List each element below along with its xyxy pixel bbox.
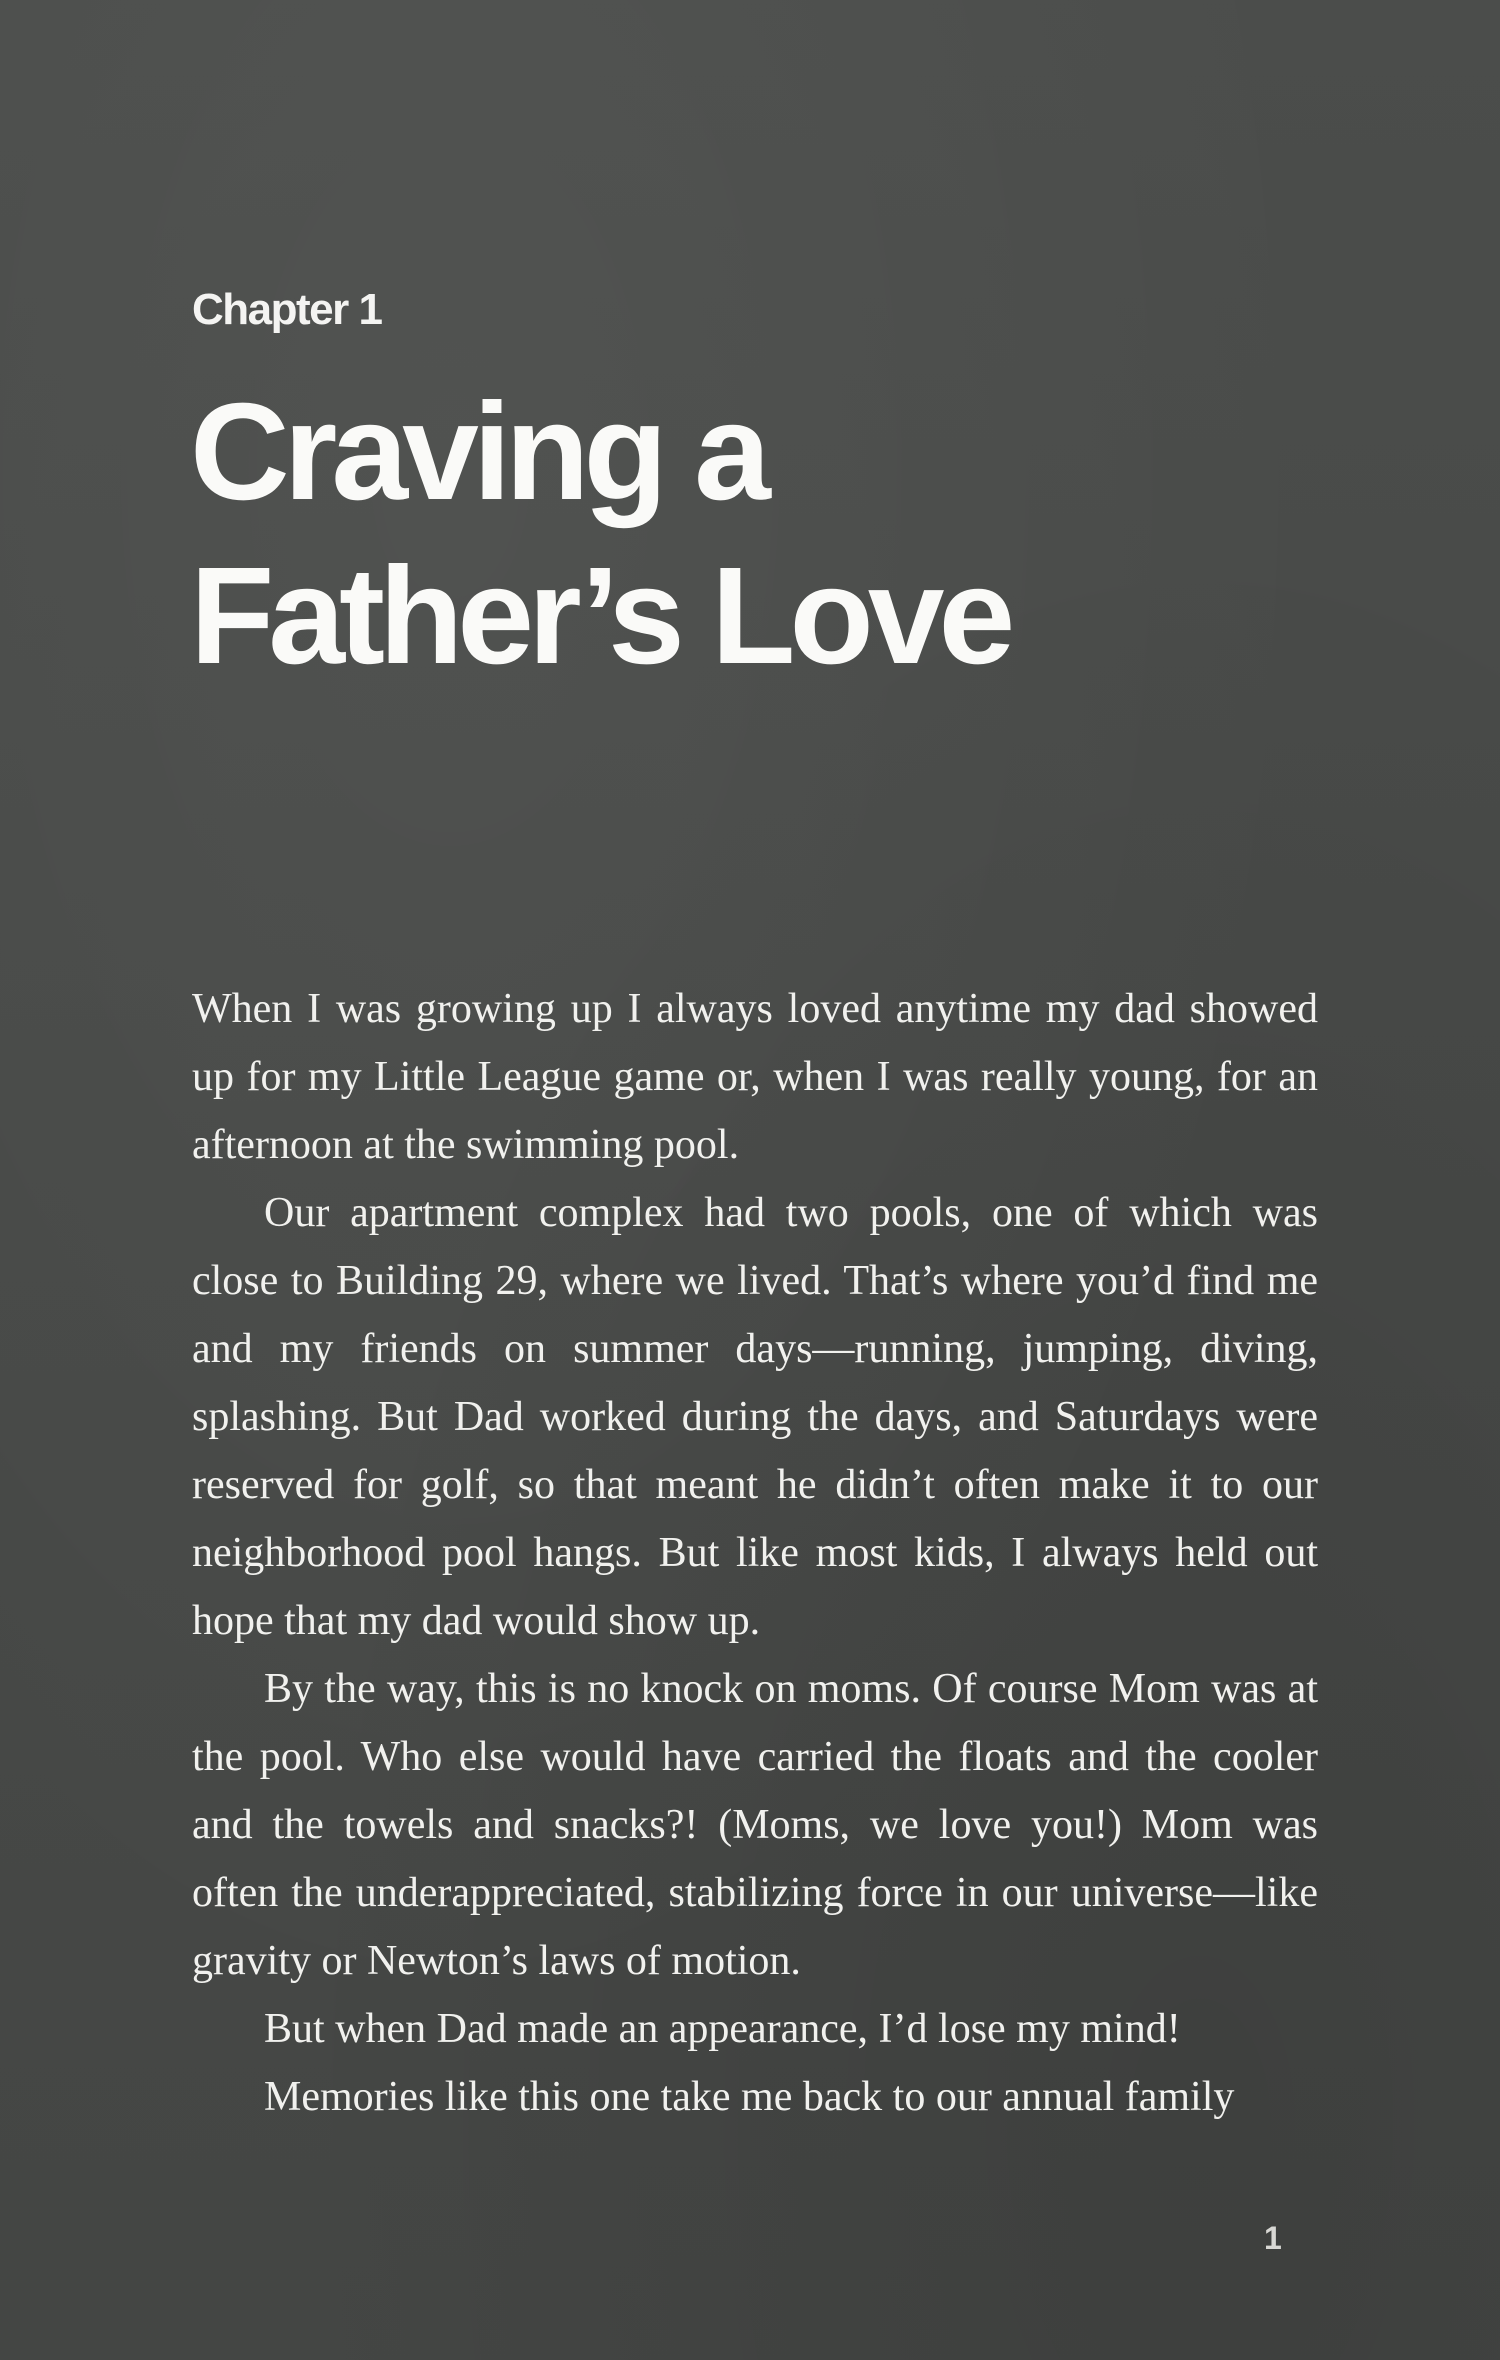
- chapter-title-line-2: Father’s Love: [190, 539, 1010, 693]
- paragraph-2: Our apartment complex had two pools, one of which was close to Building 29, where we lived. That’s where you’d find me and my friends on summer days—running, jumping, diving, splashing. But Dad worked during the days, and Saturdays were reserved for golf, so that meant he didn’t often make it to our neighborhood pool hangs. But like most kids, I always held out hope that my dad would show up.: [192, 1190, 1318, 1644]
- page-number: 1: [1264, 2220, 1282, 2256]
- paragraph-5: Memories like this one take me back to our annual family: [264, 2074, 1235, 2120]
- chapter-body: [192, 975, 1318, 2131]
- chapter-label: Chapter 1: [192, 285, 382, 334]
- paragraph-1: When I was growing up I always loved anytime my dad showed up for my Little League game or, when I was really young, for an afternoon at the swimming pool.: [192, 986, 1318, 1168]
- chapter-title-line-1: Craving a: [190, 375, 765, 529]
- chapter-title: [190, 370, 1340, 698]
- paragraph-4: But when Dad made an appearance, I’d lose my mind!: [264, 2006, 1181, 2052]
- paragraph-3: By the way, this is no knock on moms. Of course Mom was at the pool. Who else would have carried the floats and the cooler and the towels and snacks?! (Moms, we love you!) Mom was often the underappreciated, stabilizing force in our universe—like gravity or Newton’s laws of motion.: [192, 1666, 1318, 1984]
